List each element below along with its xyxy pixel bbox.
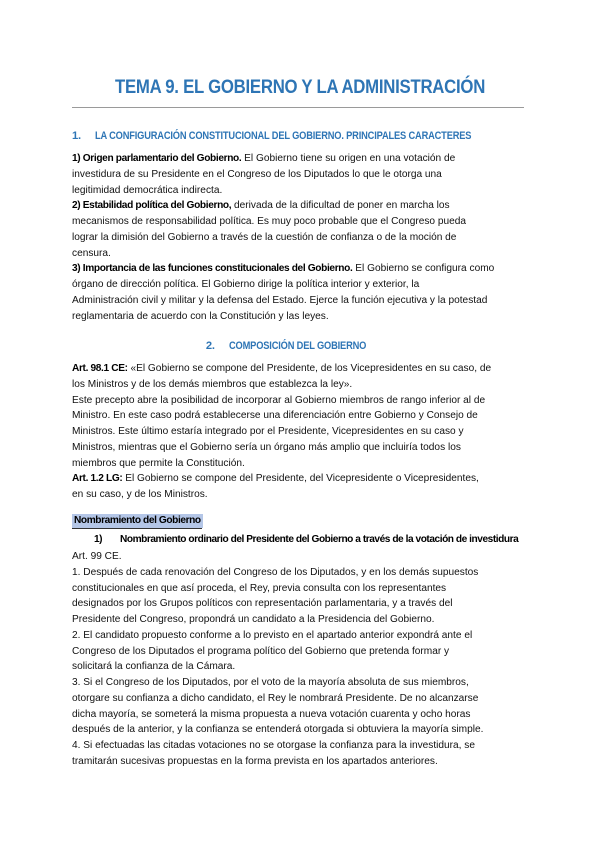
art-1-2-text: El Gobierno se compone del Presidente, del Vicepresidente o Vicepresidentes, <box>122 473 479 485</box>
item-1-text: El Gobierno tiene su origen en una votación de <box>241 153 456 164</box>
nombramiento-underline <box>72 528 202 529</box>
paragraph-line: órgano de dirección política. El Gobierno dirige la política interior y exterior, la <box>72 279 420 290</box>
paragraph-line: lograr la dimisión del Gobierno a través de la cuestión de confianza o de la moción de <box>72 231 457 243</box>
paragraph-line: 2. El candidato propuesto conforme a lo previsto en el apartado anterior expondrá ante el <box>72 629 473 641</box>
paragraph-line: Ministros, mientras que el Gobierno sería un órgano más amplio que incluiría todos los <box>72 441 461 453</box>
paragraph-line: en su caso, y de los Ministros. <box>72 489 208 500</box>
paragraph-line: Art. 99 CE. <box>72 551 122 562</box>
paragraph-line: Congreso de los Diputados el programa político del Gobierno que pretenda formar y <box>72 645 450 657</box>
art-99-body <box>72 549 536 770</box>
section-2-body <box>72 361 536 503</box>
item-2-text: derivada de la dificultad de poner en marcha los <box>231 200 450 212</box>
item-1-label: 1) Origen parlamentario del Gobierno. <box>72 153 242 164</box>
paragraph-line: 4. Si efectuadas las citadas votaciones no se otorgase la confianza para la investidura, se <box>72 740 475 751</box>
paragraph-line: censura. <box>72 247 111 259</box>
paragraph-line <box>72 261 536 277</box>
paragraph-line: Este precepto abre la posibilidad de incorporar al Gobierno miembros de rango inferior al de <box>72 394 486 406</box>
paragraph-line: Ministros. Este último estaría integrado por el Presidente, Vicepresidentes en su caso y <box>72 426 464 437</box>
paragraph-line: reglamentaria de acuerdo con la Constitución y las leyes. <box>72 310 329 322</box>
paragraph-line <box>72 361 536 377</box>
section-1-heading <box>72 130 528 142</box>
paragraph-line: dicha mayoría, se someterá la misma propuesta a nueva votación cuarenta y ocho horas <box>72 708 471 720</box>
paragraph-line: mecanismos de responsabilidad política. Es muy poco probable que el Congreso pueda <box>72 216 466 227</box>
paragraph-line: después de la anterior, y la confianza se entenderá otorgada si obtuviera la mayoría simple. <box>72 724 484 736</box>
paragraph-line: Administración civil y militar y la defensa del Estado. Ejerce la función ejecutiva y la potestad <box>72 294 488 306</box>
nombramiento-heading: Nombramiento del Gobierno <box>74 515 201 526</box>
art-1-2-label: Art. 1.2 LG: <box>72 473 123 485</box>
section-2-number: 2. <box>205 340 215 352</box>
paragraph-line <box>72 198 536 214</box>
page-title: TEMA 9. EL GOBIERNO Y LA ADMINISTRACIÓN <box>114 76 486 98</box>
paragraph-line: Ministro. En este caso podrá establecerse una diferenciación entre Gobierno y Consejo de <box>72 410 478 422</box>
paragraph-line: los Ministros y de los demás miembros que establezca la ley». <box>72 378 353 390</box>
nombramiento-subheading <box>94 534 518 545</box>
paragraph-line: Presidente del Congreso, propondrá un candidato a la Presidencia del Gobierno. <box>72 614 435 625</box>
item-3-label: 3) Importancia de las funciones constitucionales del Gobierno. <box>72 263 353 275</box>
paragraph-line: 3. Si el Congreso de los Diputados, por el voto de la mayoría absoluta de sus miembros, <box>72 677 469 688</box>
section-2-title: COMPOSICIÓN DEL GOBIERNO <box>228 340 367 352</box>
paragraph-line: designados por los Grupos políticos con representación parlamentaria, y a través del <box>72 598 453 610</box>
paragraph-line: tramitarán sucesivas propuestas en la forma prevista en los apartados anteriores. <box>72 755 438 767</box>
title-divider <box>72 107 524 108</box>
section-1-body <box>72 151 536 324</box>
paragraph-line: investidura de su Presidente en el Congreso de los Diputados lo que le otorga una <box>72 168 442 180</box>
paragraph-line: solicitará la confianza de la Cámara. <box>72 661 236 673</box>
paragraph-line: constitucionales en que así proceda, el Rey, previa consulta con los representantes <box>72 582 447 594</box>
paragraph-line: miembros que permite la Constitución. <box>72 457 245 469</box>
paragraph-line <box>72 471 536 487</box>
paragraph-line: otorgare su confianza a dicho candidato, el Rey le nombrará Presidente. De no alcanzarse <box>72 692 479 704</box>
section-1-number: 1. <box>72 130 81 142</box>
art-98-1-label: Art. 98.1 CE: <box>72 363 128 374</box>
paragraph-line <box>72 151 536 167</box>
paragraph-line: legitimidad democrática indirecta. <box>72 184 223 196</box>
subheading-text: Nombramiento ordinario del Presidente del Gobierno a través de la votación de investidura <box>120 534 519 545</box>
paragraph-line: 1. Después de cada renovación del Congreso de los Diputados, y en los demás supuestos <box>72 566 479 578</box>
section-1-title: LA CONFIGURACIÓN CONSTITUCIONAL DEL GOBIERNO. PRINCIPALES CARACTERES <box>94 130 472 142</box>
item-3-text: El Gobierno se configura como <box>352 263 495 275</box>
item-2-label: 2) Estabilidad política del Gobierno, <box>72 200 232 212</box>
subheading-number: 1) <box>94 534 103 545</box>
art-98-1-text: «El Gobierno se compone del Presidente, de los Vicepresidentes en su caso, de <box>127 363 492 374</box>
section-2-heading <box>72 340 528 352</box>
